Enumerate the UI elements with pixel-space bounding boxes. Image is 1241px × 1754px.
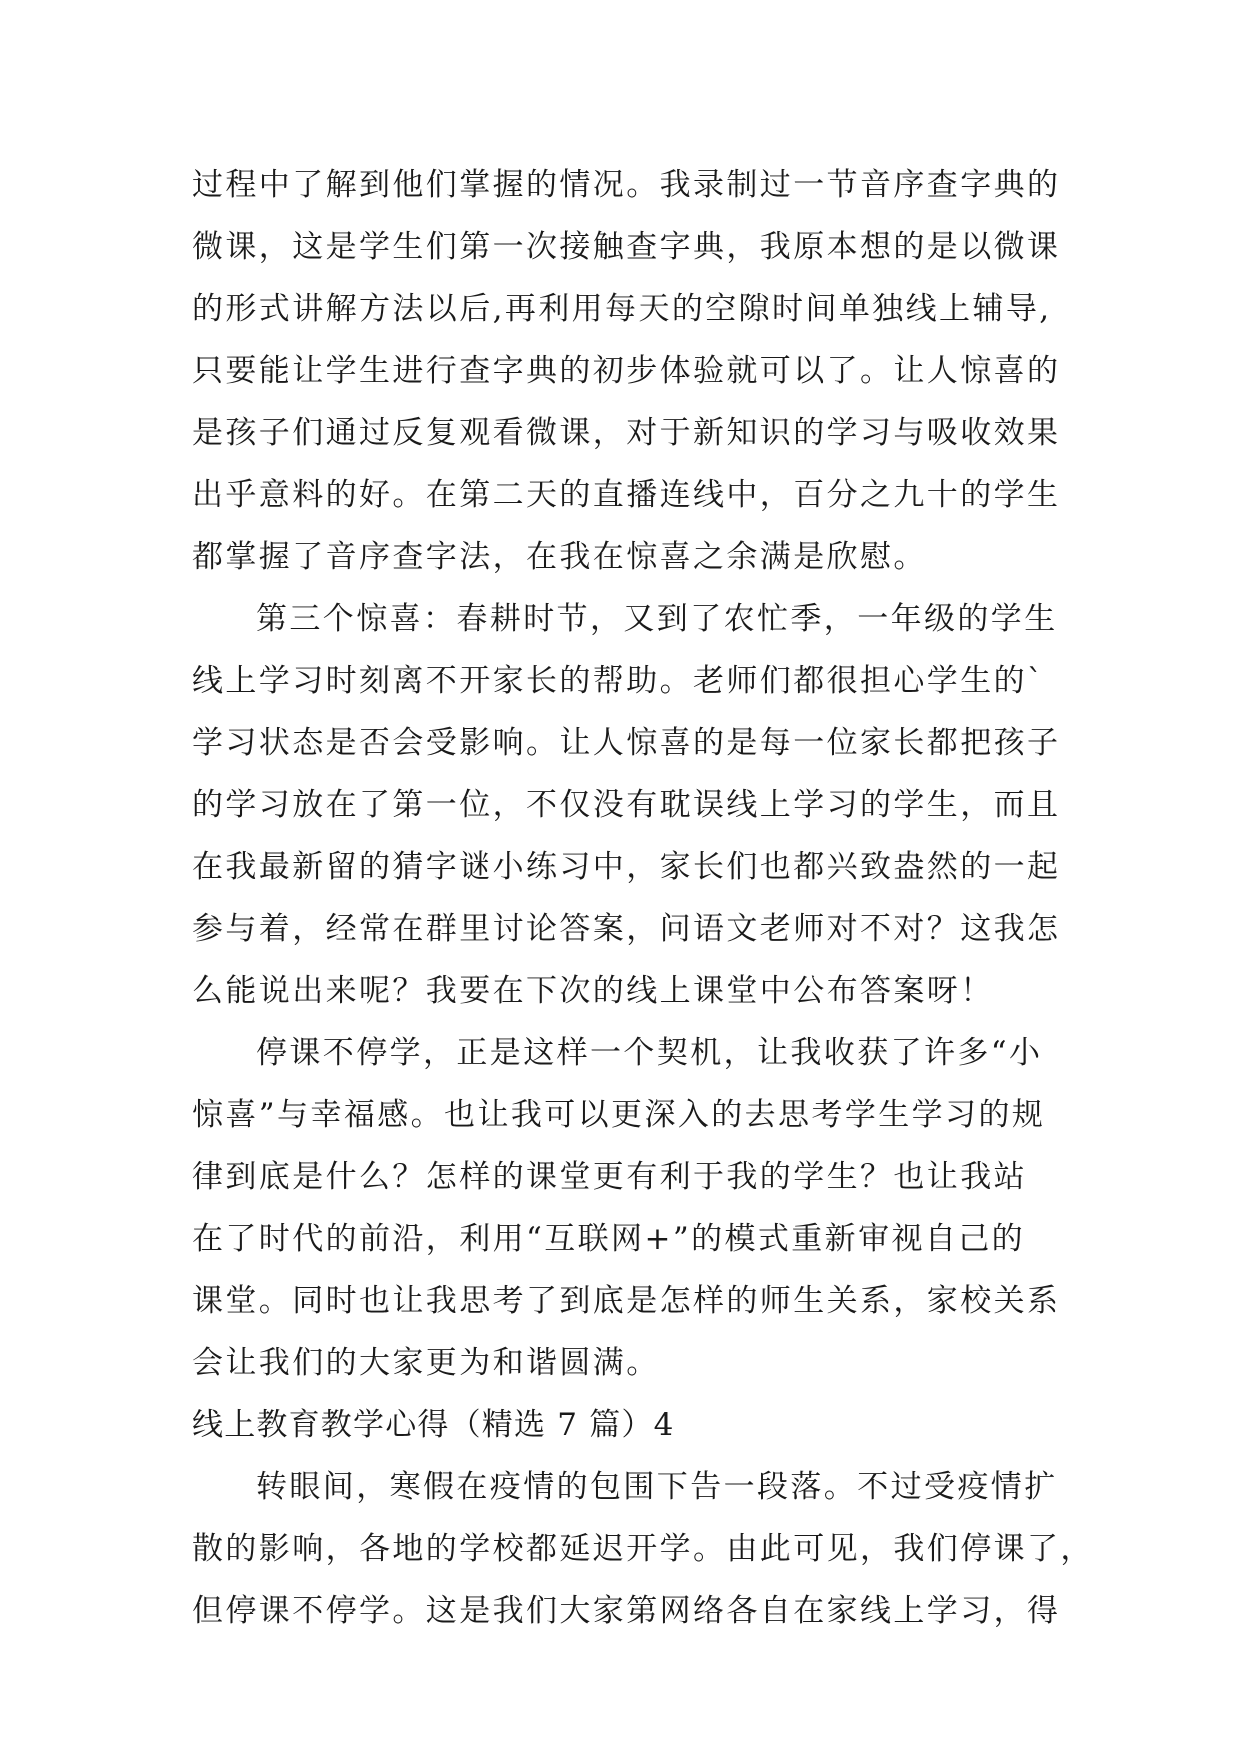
text-line: 是孩子们通过反复观看微课，对于新知识的学习与吸收效果 xyxy=(192,415,1061,451)
text-line: 在我最新留的猜字谜小练习中，家长们也都兴致盎然的一起 xyxy=(192,849,1061,885)
body-text xyxy=(192,154,1094,1642)
text-line: 的形式讲解方法以后,再利用每天的空隙时间单独线上辅导, xyxy=(192,291,1052,327)
text-line: 律到底是什么？怎样的课堂更有利于我的学生？也让我站 xyxy=(192,1159,1027,1195)
text-line: 转眼间，寒假在疫情的包围下告一段落。不过受疫情扩 xyxy=(256,1469,1058,1505)
text-line: 学习状态是否会受影响。让人惊喜的是每一位家长都把孩子 xyxy=(192,725,1061,761)
section-heading: 线上教育教学心得（精选 7 篇）4 xyxy=(192,1407,675,1443)
text-line: 停课不停学，正是这样一个契机，让我收获了许多“小 xyxy=(256,1035,1043,1071)
text-line: 惊喜”与幸福感。也让我可以更深入的去思考学生学习的规 xyxy=(192,1097,1046,1133)
text-line: 在了时代的前沿，利用“互联网+”的模式重新审视自己的 xyxy=(192,1221,1026,1257)
text-line: 参与着，经常在群里讨论答案，问语文老师对不对？这我怎 xyxy=(192,911,1061,947)
text-line: 的学习放在了第一位，不仅没有耽误线上学习的学生，而且 xyxy=(192,787,1061,823)
text-line: 么能说出来呢？我要在下次的线上课堂中公布答案呀！ xyxy=(192,973,994,1009)
text-line: 但停课不停学。这是我们大家第网络各自在家线上学习，得 xyxy=(192,1593,1061,1629)
text-line: 第三个惊喜：春耕时节，又到了农忙季，一年级的学生 xyxy=(256,601,1058,637)
text-line: 过程中了解到他们掌握的情况。我录制过一节音序查字典的 xyxy=(192,167,1061,203)
text-line: 只要能让学生进行查字典的初步体验就可以了。让人惊喜的 xyxy=(192,353,1061,389)
text-line: 都掌握了音序查字法，在我在惊喜之余满是欣慰。 xyxy=(192,539,927,575)
text-line: 散的影响，各地的学校都延迟开学。由此可见，我们停课了， xyxy=(192,1531,1094,1567)
text-line: 出乎意料的好。在第二天的直播连线中，百分之九十的学生 xyxy=(192,477,1061,513)
text-line: 会让我们的大家更为和谐圆满。 xyxy=(192,1345,660,1381)
text-line: 线上学习时刻离不开家长的帮助。老师们都很担心学生的` xyxy=(192,663,1045,699)
text-line: 微课，这是学生们第一次接触查字典，我原本想的是以微课 xyxy=(192,229,1061,265)
text-line: 课堂。同时也让我思考了到底是怎样的师生关系，家校关系 xyxy=(192,1283,1061,1319)
